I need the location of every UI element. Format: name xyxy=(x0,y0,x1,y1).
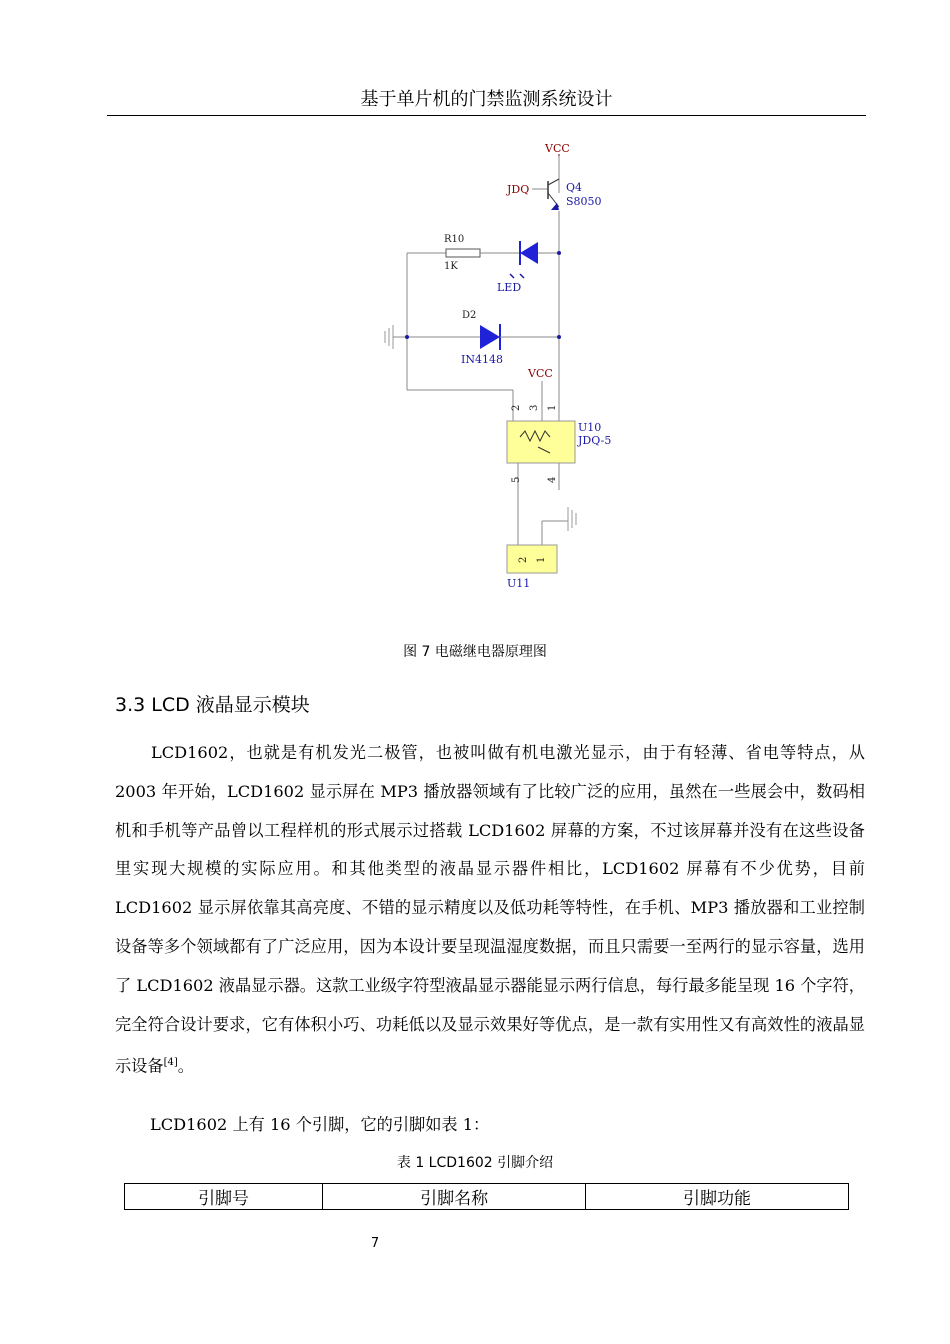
page-number: 7 xyxy=(370,1236,380,1251)
conn-pin-1-label: 1 xyxy=(536,556,547,563)
conn-pin-2-label: 2 xyxy=(518,556,529,563)
jdq-label: JDQ xyxy=(507,183,530,196)
table-header-cell: 引脚功能 xyxy=(586,1184,849,1210)
table-header-row xyxy=(125,1184,849,1210)
body-paragraph-1 xyxy=(115,734,865,1087)
led-diode xyxy=(520,242,538,264)
paragraph-1-text: LCD1602，也就是有机发光二极管，也被叫做有机电激光显示，由于有轻薄、省电等特点，从 2003 年开始，LCD1602 显示屏在 MP3 播放器领域有了比较广泛的应用，虽然在一些展会中，数码相机和手机等产品曾以工程样机的形式展示过搭载 LCD1602 屏幕的方案，不过该屏幕并没有在这些设备里实现大规模的实际应用。和其他类型的液晶显示器件相比，LCD1602 屏幕有不少优势，目前 LCD1602 显示屏依靠其高亮度、不错的显示精度以及低功耗等特性，在手机、MP3 播放器和工业控制设备等多个领域都有了广泛应用，因为本设计要呈现温湿度数据，而且只需要一至两行的显示容量，选用了 LCD1602 液晶显示器。这款工业级字符型液晶显示器能显示两行信息，每行最多能呈现 16 个字符，完全符合设计要求，它有体积小巧、功耗低以及显示效果好等优点，是一款有实用性又有高效性的液晶显示设备 xyxy=(115,743,865,1076)
u10-label: U10 xyxy=(578,421,602,434)
transistor-arrow xyxy=(551,203,559,210)
pin-table xyxy=(124,1183,849,1210)
d2-part-label: IN4148 xyxy=(461,353,503,366)
r-value-label: 1K xyxy=(444,261,458,272)
paragraph-1-end: 。 xyxy=(177,1056,194,1076)
diode-d2 xyxy=(480,325,500,349)
ground-left-icon xyxy=(385,325,407,349)
pin-1-label: 1 xyxy=(547,404,558,411)
section-heading: 3.3 LCD 液晶显示模块 xyxy=(115,694,310,716)
pin-4-label: 4 xyxy=(547,476,558,483)
vcc-mid-label: VCC xyxy=(528,367,553,380)
relay-schematic xyxy=(370,135,630,595)
table-header-cell: 引脚名称 xyxy=(323,1184,586,1210)
relay-u10 xyxy=(507,421,575,463)
running-header: 基于单片机的门禁监测系统设计 xyxy=(360,89,613,110)
connector-u11 xyxy=(507,545,557,573)
table-caption: 表 1 LCD1602 引脚介绍 xyxy=(396,1155,554,1171)
u11-label: U11 xyxy=(507,577,531,590)
led-label: LED xyxy=(497,281,522,294)
header-rule xyxy=(107,115,866,116)
transistor-collector xyxy=(548,179,559,185)
q4-label: Q4 xyxy=(566,181,583,194)
r10-label: R10 xyxy=(444,234,465,245)
table-header-cell: 引脚号 xyxy=(125,1184,323,1210)
d2-label: D2 xyxy=(462,310,477,321)
body-paragraph-2: LCD1602 上有 16 个引脚，它的引脚如表 1： xyxy=(150,1115,490,1134)
pin-3-label: 3 xyxy=(529,404,540,411)
citation-ref[interactable]: [4] xyxy=(163,1057,178,1069)
s8050-label: S8050 xyxy=(566,195,602,208)
resistor-r10 xyxy=(446,249,480,257)
pin-2-label: 2 xyxy=(511,404,522,411)
u10-part-label: JDQ-5 xyxy=(578,434,612,447)
ground-right-icon xyxy=(568,507,576,531)
vcc-top-label: VCC xyxy=(545,142,570,155)
pin-5-label: 5 xyxy=(511,476,522,483)
figure-caption: 图 7 电磁继电器原理图 xyxy=(403,644,547,660)
